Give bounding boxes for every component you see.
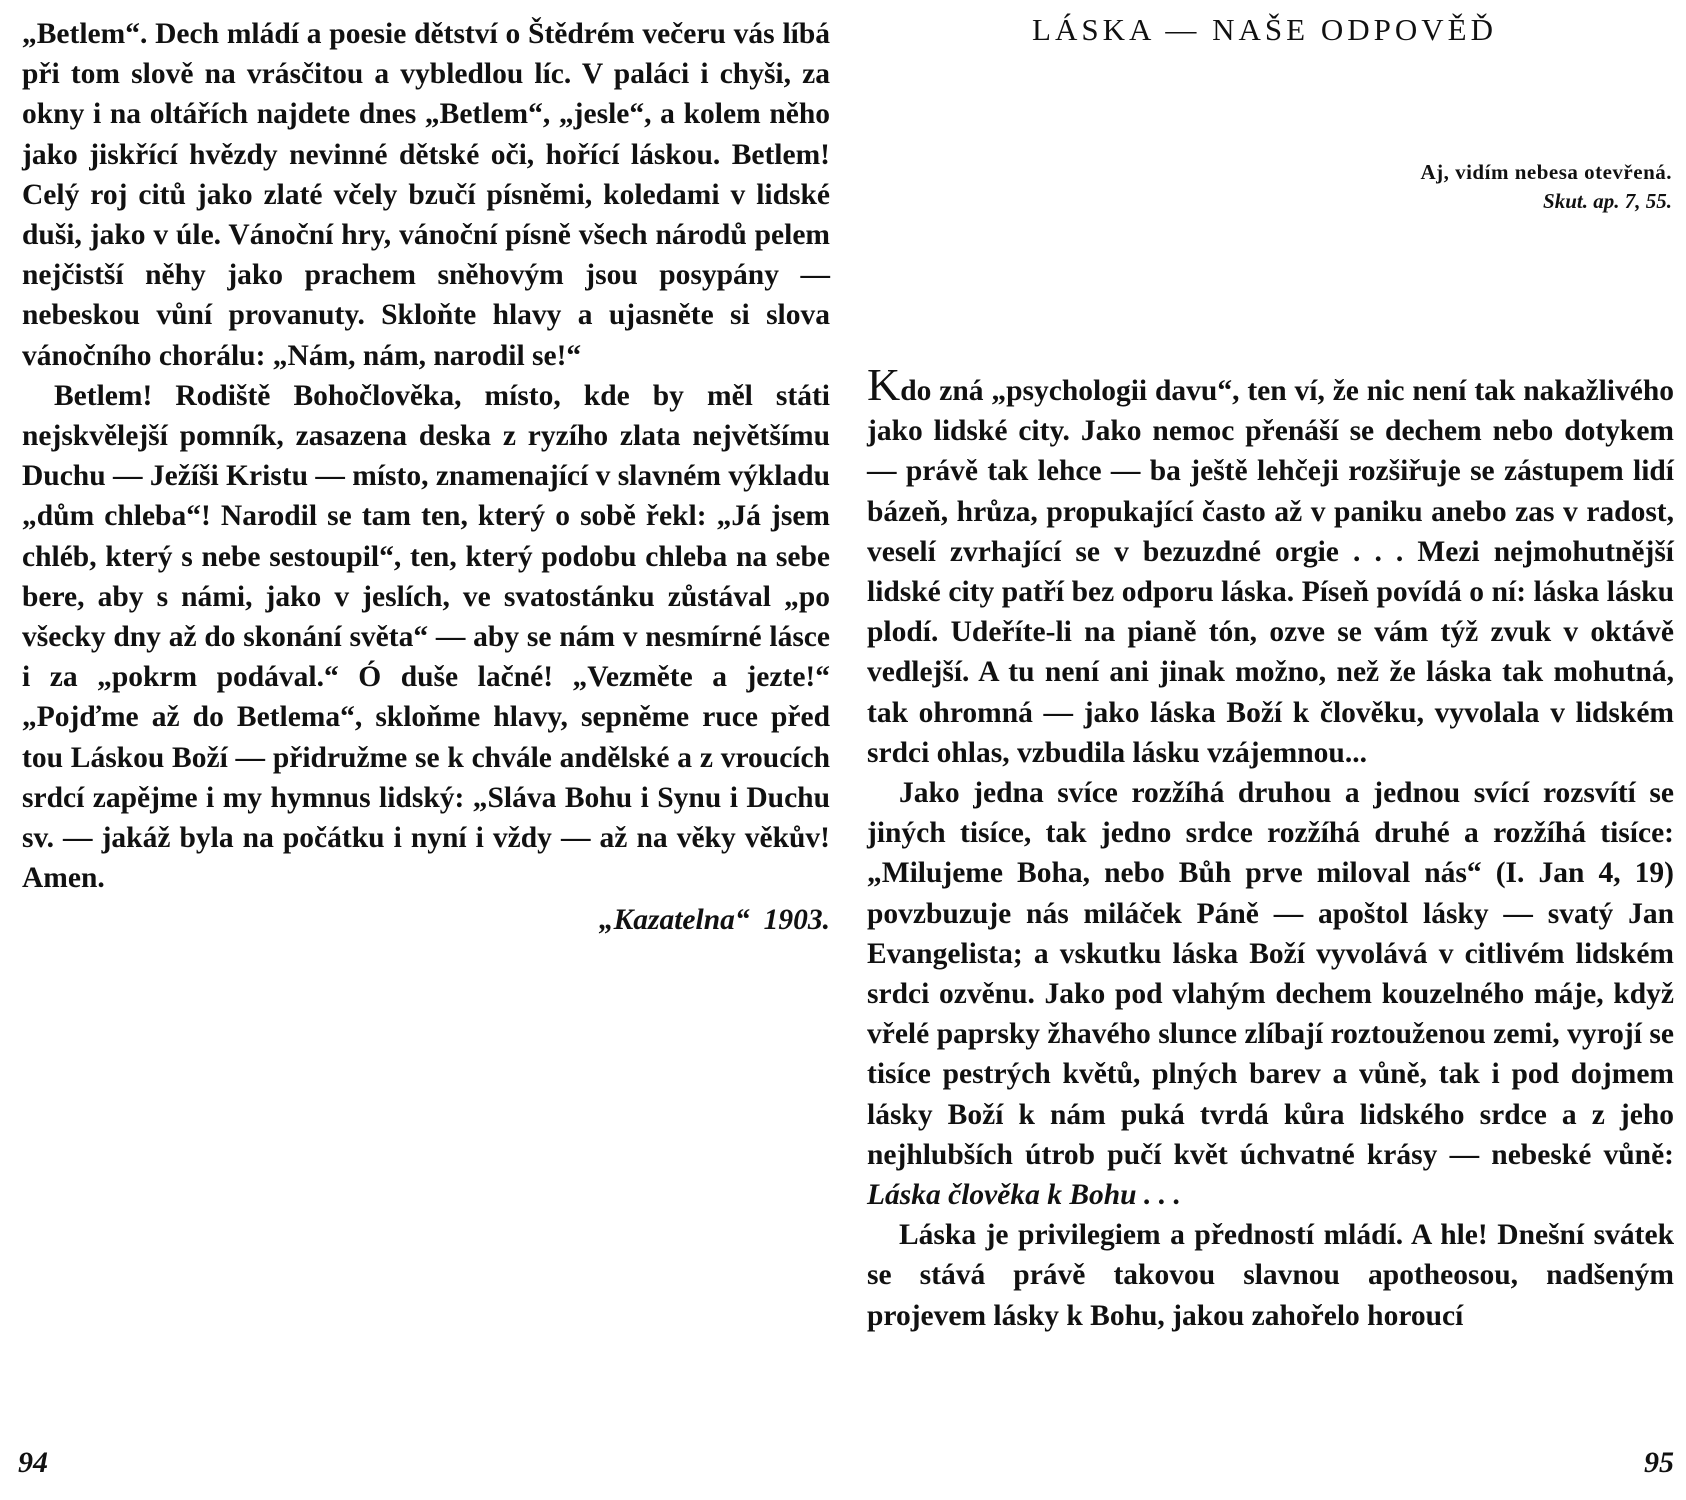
- page-number-right: 95: [1644, 1446, 1674, 1479]
- right-paragraph-2-italic: Láska člověka k Bohu . . .: [867, 1179, 1181, 1212]
- signature-source: „Kazatelna“: [598, 904, 750, 937]
- chapter-title: LÁSKA — NAŠE ODPOVĚĎ: [1032, 12, 1497, 47]
- right-page: [843, 0, 1686, 1500]
- source-signature: [22, 900, 830, 940]
- left-paragraph-1: „Betlem“. Dech mládí a poesie dětství o Štědrém večeru vás líbá při tom slově na vrásčitou a vybledlou líc. V paláci i chyši, za okny i na oltářích najdete dnes „Betlem“, „jesle“, a kolem něho jako jiskřící hvězdy nevinné dětské oči, hořící láskou. Betlem! Celý roj citů jako zlaté včely bzučí písněmi, koledami v lidské duši, jako v úle. Vánoční hry, vánoční písně všech národů pelem nejčistší něhy jako prachem sněhovým jsou posypány — nebeskou vůní provanuty. Skloňte hlavy a ujasněte si slova vánočního chorálu: „Nám, nám, narodil se!“: [22, 18, 830, 372]
- motto-quote: Aj, vidím nebesa otevřená.: [1420, 160, 1672, 184]
- right-paragraph-2-text: Jako jedna svíce rozžíhá druhou a jednou svící rozsvítí se jiných tisíce, tak jedno srdce rozžíhá druhé a rozžíhá tisíce: „Milujeme Boha, nebo Bůh prve miloval nás“ (I. Jan 4, 19) povzbuzuje nás miláček Páně — apoštol lásky — svatý Jan Evangelista; a vskutku láska Boží vyvolává v citlivém lidském srdci ozvěnu. Jako pod vlahým dechem kouzelného máje, když vřelé paprsky žhavého slunce zlíbají roztouženou zemi, vyrojí se tisíce pestrých květů, plných barev a vůně, tak i pod dojmem lásky Boží k nám puká tvrdá kůra lidského srdce a z jeho nejhlubších útrob pučí květ úchvatné krásy — nebeské vůně:: [867, 777, 1674, 1171]
- right-paragraph-1: [867, 359, 1674, 773]
- motto: [1420, 158, 1672, 216]
- left-paragraph-2: Betlem! Rodiště Bohočlověka, místo, kde by měl státi nejskvělejší pomník, zasazena deska z ryzího zlata největšímu Duchu — Ježíši Kristu — místo, znamenající v slavném výkladu „dům chleba“! Narodil se tam ten, který o sobě řekl: „Já jsem chléb, který s nebe sestoupil“, ten, který podobu chleba na sebe bere, aby s námi, jako v jeslích, ve svatostánku zůstával „po všecky dny až do skonání světa“ — aby se nám v nesmírné lásce i za „pokrm podával.“ Ó duše lačné! „Vezměte a jezte!“ „Pojďme až do Betlema“, skloňme hlavy, sepněme ruce před tou Láskou Boží — přidružme se k chvále andělské a z vroucích srdcí zapějme i my hymnus lidský: „Sláva Bohu i Synu i Duchu sv. — jakáž byla na počátku i nyní i vždy — až na věky věkův! Amen.: [22, 379, 830, 895]
- drop-cap: K: [867, 359, 901, 410]
- right-page-body: [867, 359, 1674, 1336]
- motto-reference: Skut. ap. 7, 55.: [1543, 189, 1672, 213]
- left-page-body: [22, 14, 830, 941]
- right-paragraph-2: [867, 773, 1674, 1215]
- right-paragraph-3: Láska je privilegiem a předností mládí. A hle! Dnešní svátek se stává právě takovou slavnou apotheosou, nadšeným projevem lásky k Bohu, jakou zahořelo horoucí: [867, 1219, 1674, 1332]
- page-number-left: 94: [18, 1446, 48, 1479]
- signature-year: 1903.: [763, 904, 830, 937]
- right-paragraph-1-text: do zná „psychologii davu“, ten ví, že nic není tak nakažlivého jako lidské city. Jako nemoc přenáší se dechem nebo dotykem — právě tak lehce — ba ještě lehčeji rozšiřuje se zástupem lidí bázeň, hrůza, propukající často až v paniku anebo zas v radost, veselí zvrhající se v bezuzdné orgie . . . Mezi nejmohutnější lidské city patří bez odporu láska. Píseň povídá o ní: láska lásku plodí. Udeříte-li na pianě tón, ozve se vám týž zvuk v oktávě vedlejší. A tu není ani jinak možno, než že láska tak mohutná, tak ohromná — jako láska Boží k člověku, vyvolala v lidském srdci ohlas, vzbudila lásku vzájemnou...: [867, 375, 1674, 769]
